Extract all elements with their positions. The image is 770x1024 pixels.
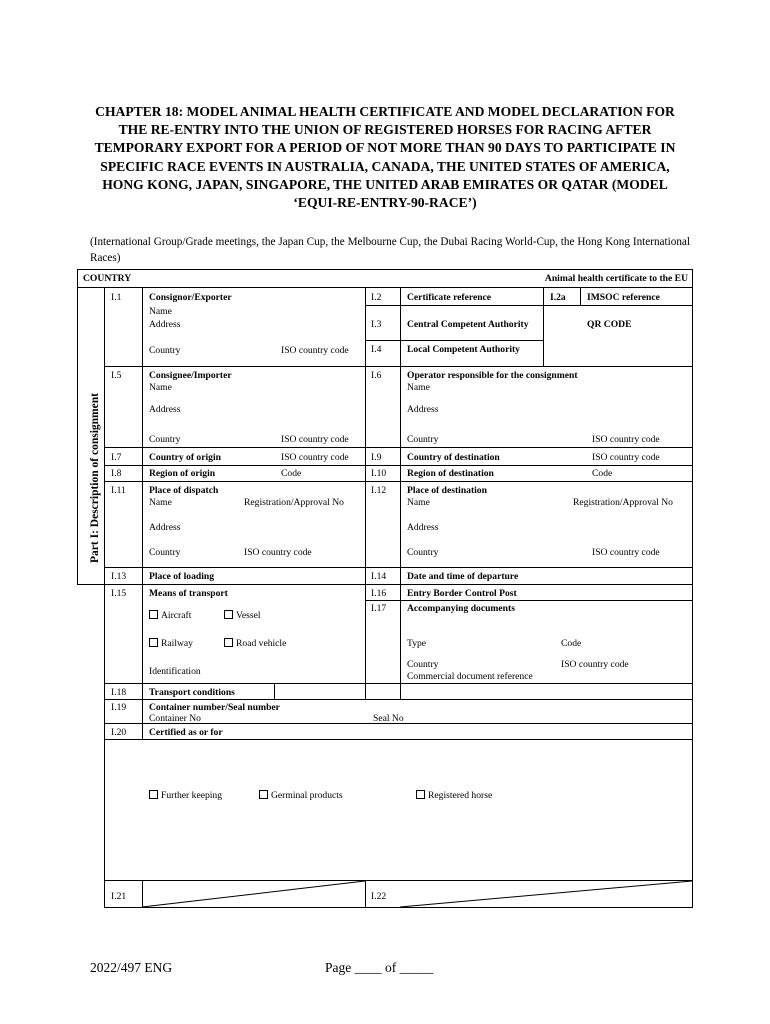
box-number: I.1: [111, 292, 122, 303]
box-number: I.3: [371, 319, 382, 330]
box-number: I.8: [111, 468, 122, 479]
box-number: I.9: [371, 452, 382, 463]
field-label: Country: [407, 659, 439, 670]
further-keeping-option[interactable]: Further keeping: [149, 790, 222, 801]
box-label: Consignor/Exporter: [149, 292, 232, 303]
field-label: Address: [407, 404, 439, 415]
box-label: Accompanying documents: [407, 603, 515, 614]
field-label: ISO country code: [281, 345, 349, 356]
checkbox-icon[interactable]: [259, 790, 268, 799]
side-label: Part I: Description of consignment: [89, 393, 101, 563]
box-label: Place of dispatch: [149, 485, 219, 496]
checkbox-icon[interactable]: [149, 790, 158, 799]
field-label: Code: [592, 468, 613, 479]
checkbox-icon[interactable]: [224, 610, 233, 619]
field-label: Code: [561, 638, 582, 649]
box-number: I.17: [371, 603, 387, 614]
country-header: COUNTRY: [83, 273, 132, 284]
box-number: I.6: [371, 370, 382, 381]
box-label: Certificate reference: [407, 292, 492, 303]
box-number: I.12: [371, 485, 387, 496]
page-number: Page ____ of _____: [325, 960, 434, 975]
box-label: Means of transport: [149, 588, 228, 599]
field-label: Country: [149, 434, 181, 445]
field-label: Container No: [149, 713, 201, 724]
field-label: Commercial document reference: [407, 671, 533, 682]
field-label: Country: [407, 547, 439, 558]
field-label: Code: [281, 468, 302, 479]
box-number: I.2a: [550, 292, 566, 303]
field-label: Country: [149, 547, 181, 558]
field-label: Address: [407, 522, 439, 533]
field-label: Address: [149, 319, 181, 330]
box-number: I.18: [111, 687, 127, 698]
field-label: Name: [407, 497, 430, 508]
germinal-products-option[interactable]: Germinal products: [259, 790, 343, 801]
box-label: Central Competent Authority: [407, 319, 529, 330]
field-label: Identification: [149, 666, 201, 677]
field-label: Type: [407, 638, 427, 649]
box-label: Operator responsible for the consignment: [407, 370, 578, 381]
box-label: Country of destination: [407, 452, 500, 463]
field-label: Registration/Approval No: [244, 497, 344, 508]
box-label: Container number/Seal number: [149, 702, 280, 713]
checkbox-icon[interactable]: [416, 790, 425, 799]
box-number: I.20: [111, 727, 127, 738]
road-vehicle-option[interactable]: Road vehicle: [224, 638, 286, 649]
field-label: ISO country code: [561, 659, 629, 670]
box-number: I.21: [111, 891, 127, 902]
box-label: Country of origin: [149, 452, 221, 463]
box-number: I.16: [371, 588, 387, 599]
qr-code-label: QR CODE: [587, 319, 632, 330]
box-label: Region of destination: [407, 468, 494, 479]
box-number: I.14: [371, 571, 387, 582]
box-label: Consignee/Importer: [149, 370, 232, 381]
field-label: Address: [149, 404, 181, 415]
checkbox-icon[interactable]: [149, 610, 158, 619]
field-label: Country: [407, 434, 439, 445]
box-number: I.22: [371, 891, 387, 902]
box-number: I.5: [111, 370, 122, 381]
box-number: I.10: [371, 468, 387, 479]
field-label: ISO country code: [281, 452, 349, 463]
railway-option[interactable]: Railway: [149, 638, 193, 649]
box-number: I.13: [111, 571, 127, 582]
checkbox-icon[interactable]: [149, 638, 158, 647]
certificate-to-header: Animal health certificate to the EU: [544, 273, 688, 284]
box-number: I.4: [371, 344, 382, 355]
box-label: Transport conditions: [149, 687, 235, 698]
box-label: IMSOC reference: [587, 292, 660, 303]
page-subtitle: (International Group/Grade meetings, the Japan Cup, the Melbourne Cup, the Dubai Racing World-Cup, the Hong Kong International Races): [90, 236, 690, 264]
box-number: I.7: [111, 452, 122, 463]
vessel-option[interactable]: Vessel: [224, 610, 261, 621]
box-label: Local Competent Authority: [407, 344, 520, 355]
box-label: Place of loading: [149, 571, 215, 582]
box-label: Place of destination: [407, 485, 487, 496]
field-label: Seal No: [373, 713, 404, 724]
box-label: Entry Border Control Post: [407, 588, 517, 599]
checkbox-icon[interactable]: [224, 638, 233, 647]
box-label: Date and time of departure: [407, 571, 519, 582]
aircraft-option[interactable]: Aircraft: [149, 610, 191, 621]
field-label: Name: [149, 306, 172, 317]
field-label: Address: [149, 522, 181, 533]
box-number: I.19: [111, 702, 127, 713]
page-title: CHAPTER 18: MODEL ANIMAL HEALTH CERTIFICATE AND MODEL DECLARATION FOR THE RE-ENTRY INTO THE UNION OF REGISTERED HORSES FOR RACING AFTER TEMPORARY EXPORT FOR A PERIOD OF NOT MORE THAN 90 DAYS TO PARTICIPATE IN SPECIFIC RACE EVENTS IN AUSTRALIA, CANADA, THE UNITED STATES OF AMERICA, HONG KONG, JAPAN, SINGAPORE, THE UNITED ARAB EMIRATES OR QATAR (MODEL ‘EQUI-RE-ENTRY-90-RACE’): [94, 104, 676, 211]
field-label: Country: [149, 345, 181, 356]
box-label: Certified as or for: [149, 727, 223, 738]
box-number: I.15: [111, 588, 127, 599]
document-reference: 2022/497 ENG: [90, 960, 173, 975]
box-number: I.2: [371, 292, 382, 303]
field-label: Name: [149, 497, 172, 508]
field-label: Name: [407, 382, 430, 393]
field-label: ISO country code: [592, 547, 660, 558]
field-label: Registration/Approval No: [573, 497, 673, 508]
field-label: Name: [149, 382, 172, 393]
field-label: ISO country code: [281, 434, 349, 445]
field-label: ISO country code: [592, 434, 660, 445]
box-number: I.11: [111, 485, 126, 496]
field-label: ISO country code: [244, 547, 312, 558]
registered-horse-option[interactable]: Registered horse: [416, 790, 492, 801]
box-label: Region of origin: [149, 468, 216, 479]
field-label: ISO country code: [592, 452, 660, 463]
